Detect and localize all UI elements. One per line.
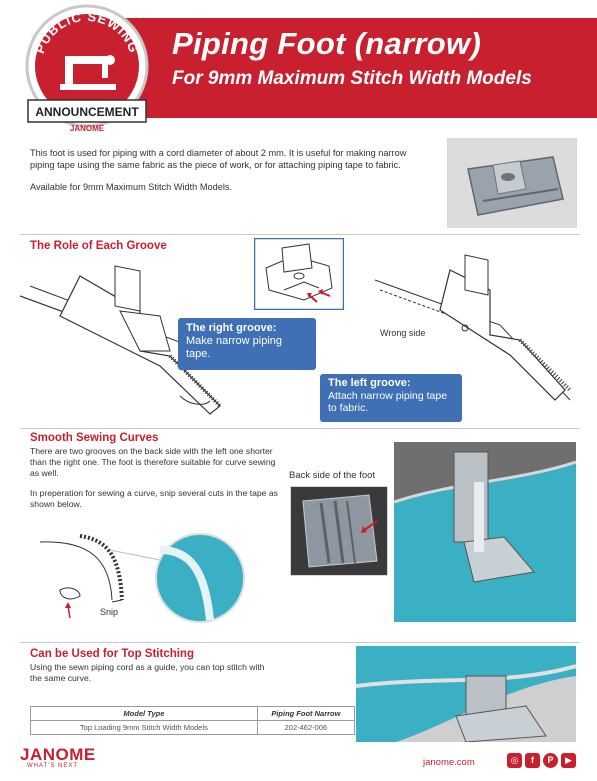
model-table-wrap bbox=[30, 706, 355, 735]
top-stitch-text: Using the sewn piping cord as a guide, you can top stitch with the same curve. bbox=[30, 662, 265, 683]
top-stitch-photo bbox=[356, 646, 576, 742]
seal-brand-text: JANOME bbox=[69, 124, 105, 133]
intro-paragraph: This foot is used for piping with a cord diameter of about 2 mm. It is useful for making narrow piping tape using the same fabric as the piece of work, or for attaching piping tape to fabric. bbox=[30, 148, 407, 170]
intro-availability: Available for 9mm Maximum Stitch Width Models. bbox=[30, 182, 233, 192]
divider bbox=[20, 642, 580, 643]
svg-text:PUBLIC SEWING: PUBLIC SEWING bbox=[32, 8, 142, 56]
curves-text bbox=[30, 446, 285, 510]
table-cell-part: 202-462-006 bbox=[257, 721, 354, 735]
model-table bbox=[30, 706, 355, 735]
section-heading-top-stitch: Can be Used for Top Stitching bbox=[30, 648, 194, 660]
back-side-label: Back side of the foot bbox=[289, 470, 376, 481]
right-groove-title: The right groove: bbox=[186, 322, 277, 334]
left-groove-callout bbox=[320, 374, 462, 422]
page-title: Piping Foot (narrow) bbox=[172, 26, 482, 61]
curves-paragraph-2: In preperation for sewing a curve, snip several cuts in the tape as shown below. bbox=[30, 488, 278, 509]
pinterest-icon[interactable]: P bbox=[543, 753, 558, 768]
wrong-side-label: Wrong side bbox=[380, 328, 426, 338]
foot-back-photo bbox=[290, 486, 388, 576]
section-heading-curves: Smooth Sewing Curves bbox=[30, 432, 159, 444]
facebook-icon[interactable]: f bbox=[525, 753, 540, 768]
right-groove-callout bbox=[178, 318, 316, 370]
instagram-icon[interactable]: ◎ bbox=[507, 753, 522, 768]
section-heading-role: The Role of Each Groove bbox=[30, 240, 167, 252]
right-groove-text: Make narrow piping tape. bbox=[186, 335, 282, 360]
janome-logo[interactable]: JANOME bbox=[20, 745, 96, 764]
public-sewing-seal bbox=[20, 4, 154, 138]
logo-tagline: WHAT'S NEXT bbox=[27, 763, 79, 769]
youtube-icon[interactable]: ▶ bbox=[561, 753, 576, 768]
table-header-model: Model Type bbox=[31, 707, 258, 721]
table-header-part: Piping Foot Narrow bbox=[257, 707, 354, 721]
page-subtitle: For 9mm Maximum Stitch Width Models bbox=[172, 68, 532, 89]
website-link[interactable]: janome.com bbox=[423, 757, 475, 768]
intro-text bbox=[30, 148, 425, 205]
foot-groove-detail bbox=[254, 238, 344, 310]
table-cell-model: Top Loading 9mm Stitch Width Models bbox=[31, 721, 258, 735]
piping-foot-photo bbox=[447, 138, 577, 228]
left-groove-text: Attach narrow piping tape to fabric. bbox=[328, 389, 448, 414]
left-groove-title: The left groove: bbox=[328, 377, 411, 389]
divider bbox=[20, 428, 580, 429]
divider bbox=[20, 234, 580, 235]
header-banner bbox=[0, 0, 597, 138]
curves-paragraph-1: There are two grooves on the back side with the left one shorter than the right one. The foot is therefore suitable for curve sewing as well. bbox=[30, 446, 276, 478]
snip-label: Snip bbox=[100, 607, 119, 617]
curve-sewing-photo bbox=[394, 442, 576, 622]
seal-ribbon-text: ANNOUNCEMENT bbox=[35, 105, 139, 119]
snip-illustration bbox=[40, 530, 245, 625]
